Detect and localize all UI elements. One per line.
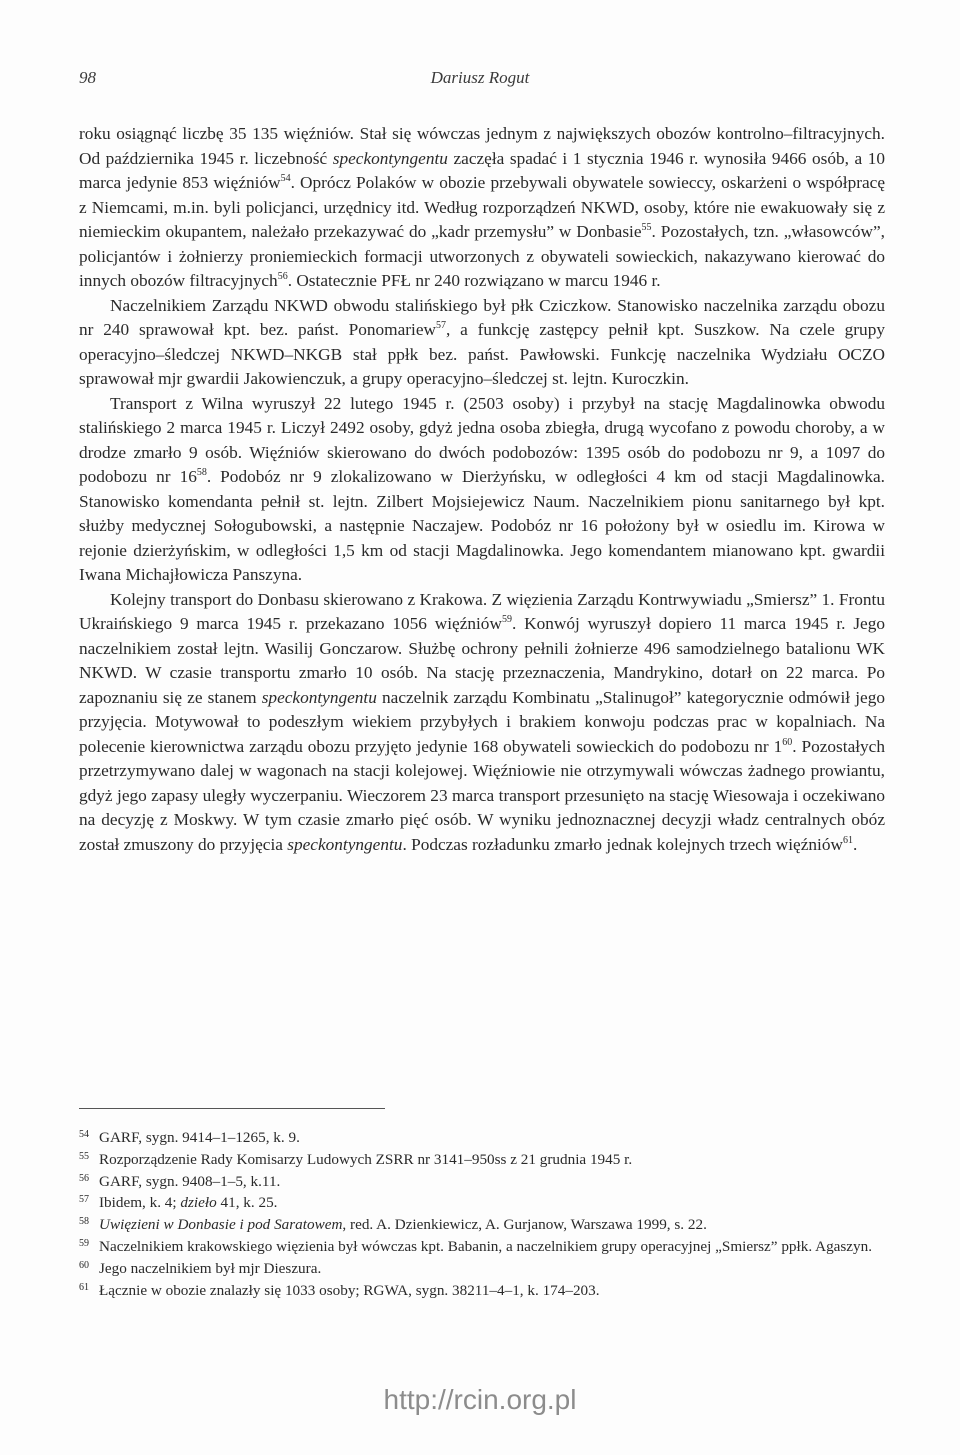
text-run: Kolejny transport do Donbasu skierowano z Krakowa. Z więzienia Zarządu Kontrwywiadu „Smiersz” 1. Frontu Ukraińskiego 9 marca 1945 r. przekazano 1056 więźniów [79,589,885,633]
footnote-number: 56 [79,1172,89,1184]
footnote-reference: 56 [277,271,288,283]
text-run: 41, k. 25. [216,1194,278,1212]
text-run: Rozporządzenie Rady Komisarzy Ludowych ZSRR nr 3141–950ss z 21 grudnia 1945 r. [99,1150,633,1168]
footnote [79,1127,885,1149]
footnote-number: 58 [79,1216,89,1228]
footnote-separator [79,1108,385,1109]
paragraph [79,294,885,392]
footnote-number: 55 [79,1150,89,1162]
italic-text: speckontyngentu [332,148,448,168]
paragraph [79,588,885,858]
footnotes [79,1127,885,1301]
footnote-number: 61 [79,1281,89,1293]
text-run: . Oprócz Polaków w obozie przebywali obywatele sowieccy, oskarżeni o współpracę z Niemcami, m.in. byli policjanci, urzędnicy itd. Według rozporządzeń NKWD, osoby, które nie ewakuowały się z niemieckim okupantem, należało przekazywać do „kadr przemysłu” w Donbasie [79,173,885,241]
text-run: Naczelnikiem Zarządu NKWD obwodu stalińskiego był płk Cziczkow. Stanowisko naczelnika zarządu obozu nr 240 sprawował kpt. bez. państ. Ponomariew [79,295,885,339]
running-header-author: Dariusz Rogut [430,68,530,87]
footnote-reference: 60 [782,736,793,748]
footnote-number: 54 [79,1129,89,1140]
footnote [79,1280,885,1302]
italic-text: speckontyngentu [261,687,377,707]
page-number: 98 [79,68,96,87]
footnote-number: 60 [79,1259,89,1271]
footnote [79,1171,885,1193]
text-run: roku osiągnąć liczbę 35 135 więźniów. Stał się wówczas jednym z największych obozów kontrolno–filtracyjnych. Od października 1945 r. liczebność [79,124,885,168]
text-run: . Pozostałych przetrzymywano dalej w wagonach na stacji kolejowej. Więźniowie nie otrzymywali wówczas żadnego prowiantu, gdyż jego zapasy uległy wyczerpaniu. Wieczorem 23 marca transport przesunięto na stację Wiesowaja i oczekiwano na decyzję z Moskwy. W tym czasie zmarło pięć osób. W wyniku jednoznacznej decyzji władz centralnych obóz został zmuszony do przyjęcia [79,736,885,854]
text-run: Transport z Wilna wyruszył 22 lutego 1945 r. (2503 osoby) i przybył na stację Magdalinowka obwodu stalińskiego 2 marca 1945 r. Liczył 2492 osoby, gdyż jedna osoba zbiegła, drugą wycofano z powodu choroby, a w drodze zmarło 9 osób. Więźniów skierowano do dwóch podobozów: 1395 osób do podobozu nr 9, a 1097 do podobozu nr 16 [79,393,885,486]
text-run: zaczęła spadać i 1 stycznia 1946 r. wynosiła 9466 osób, a 10 marca jedynie 853 więźniów [79,148,886,192]
text-run: Ibidem, k. 4; [99,1194,181,1212]
paragraph [79,122,885,294]
watermark-url[interactable]: http://rcin.org.pl [383,1384,577,1415]
footnote-number: 57 [79,1194,89,1206]
italic-text: Uwięzieni w Donbasie i pod Saratowem [99,1216,343,1234]
text-run: . Ostatecznie PFŁ nr 240 rozwiązano w marcu 1946 r. [287,271,661,290]
text-run: . Konwój wyruszył dopiero 11 marca 1945 r. Jego naczelnikiem został lejtn. Wasilij Gonczarow. Służbę ochrony pełnili żołnierze 496 samodzielnego batalionu WK NKWD. W czasie transportu zmarło 10 osób. Na stację przeznaczenia, Mandrykino, dotarł on 22 marca. Po zapoznaniu się ze stanem [79,614,886,707]
footnote [79,1236,885,1258]
text-run: Jego naczelnikiem był mjr Dieszura. [99,1259,322,1277]
body-text [79,122,885,857]
text-run: Łącznie w obozie znalazły się 1033 osoby; RGWA, sygn. 38211–4–1, k. 174–203. [99,1281,600,1299]
text-run: . Pozostałych, tzn. „własowców”, policjantów i żołnierzy proniemieckich formacji utworzonych z obywateli sowieckich, nakazywano kierować do innych obozów filtracyjnych [79,222,886,290]
footnote-reference: 59 [501,614,512,626]
italic-text: speckontyngentu [287,834,403,854]
text-run: naczelnik zarządu Kombinatu „Stalinugoł” kategorycznie odmówił jego przyjęcia. Motywował to podeszłym wiekiem przybyłych i brakiem konwoju podczas prac w kopalniach. Na polecenie kierownictwa zarządu obozu przyjęto jedynie 168 obywateli sowieckich do podobozu nr 1 [79,687,885,756]
footnote [79,1149,885,1171]
footnote-reference: 61 [842,834,853,846]
text-run: Naczelnikiem krakowskiego więzienia był wówczas kpt. Babanin, a naczelnikiem grupy operacyjnej „Smiersz” ppłk. Agaszyn. [99,1237,873,1255]
italic-text: dzieło [180,1194,217,1212]
footnote-reference: 58 [196,467,207,479]
footnote [79,1192,885,1214]
footnote [79,1214,885,1236]
text-run: , a funkcję zastępcy pełnił kpt. Suszkow. Na czele grupy operacyjno–śledczej NKWD–NKGB stał ppłk bez. państ. Pawłowski. Funkcję naczelnika Wydziału OCZO sprawował mjr gwardii Jakowienczuk, a grupy operacyjno–śledczej st. lejtn. Kuroczkin. [79,320,885,388]
text-run: GARF, sygn. 9408–1–5, k.11. [99,1172,281,1190]
text-run: GARF, sygn. 9414–1–1265, k. 9. [99,1129,300,1146]
footnote-reference: 54 [280,173,291,185]
footnote [79,1258,885,1280]
text-run: . [852,834,858,854]
footnote-number: 59 [79,1237,89,1249]
paragraph [79,392,885,588]
text-run: . Podczas rozładunku zmarło jednak kolejnych trzech więźniów [402,834,843,854]
footnote-reference: 57 [435,320,446,332]
footnote-reference: 55 [641,222,652,234]
text-run: . Podobóz nr 9 zlokalizowano w Dierżyńsku, w odległości 4 km od stacji Magdalinowka. Stanowisko komendanta pełnił st. lejtn. Zilbert Mojsiejewicz Naum. Naczelnikiem pionu sanitarnego był kpt. służby medycznej Sołogubowski, a następnie Naczajew. Podobóz nr 16 położony był w osiedlu im. Kirowa w rejonie dzierżyńskim, w odległości 1,5 km od stacji Magdalinowka. Jego komendantem mianowano kpt. gwardii Iwana Michajłowicza Panszyna. [79,467,885,584]
text-run: , red. A. Dzienkiewicz, A. Gurjanow, Warszawa 1999, s. 22. [342,1216,707,1234]
